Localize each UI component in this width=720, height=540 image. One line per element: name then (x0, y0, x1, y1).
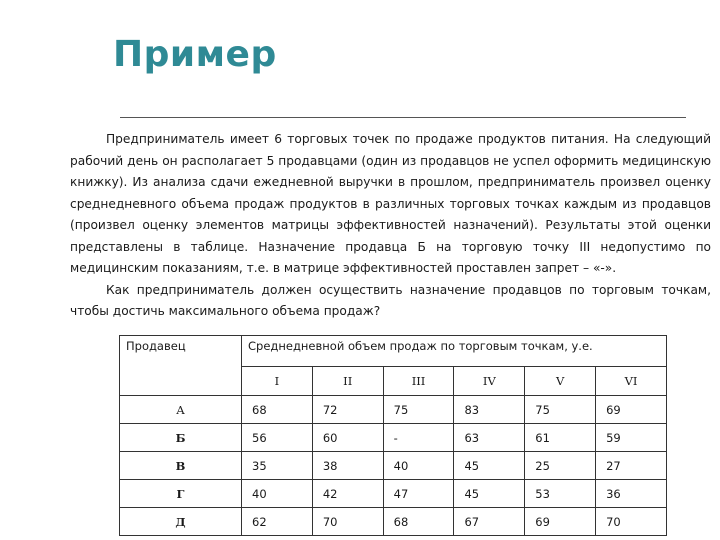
value-cell: 63 (454, 424, 525, 452)
value-cell: 53 (525, 480, 596, 508)
paragraph-problem: Предприниматель имеет 6 торговых точек по продаже продуктов питания. На следующий рабочий день он располагает 5 продавцами (один из продавцов не успел оформить медицинскую книжку). Из анализа сдачи ежедневной выручки в прошлом, предприниматель произвел оценку среднедневного объема продаж продуктов в различных торговых точках каждым из продавцов (произвел оценку элементов матрицы эффективностей назначений). Результаты этой оценки представлены в таблице. Назначение продавца Б на торговую точку III недопустимо по медицинским показаниям, т.е. в матрице эффективностей проставлен запрет – «-». (70, 132, 711, 275)
value-cell: 45 (454, 480, 525, 508)
value-cell: 67 (454, 508, 525, 536)
value-cell: 70 (312, 508, 383, 536)
value-cell: 59 (596, 424, 667, 452)
group-header: Среднедневной объем продаж по торговым точкам, у.е. (242, 336, 667, 367)
page-title: Пример (113, 34, 277, 75)
value-cell: 45 (454, 452, 525, 480)
value-cell: 75 (525, 396, 596, 424)
seller-column-header: Продавец (120, 336, 242, 396)
paragraph-question: Как предприниматель должен осуществить назначение продавцов по торговым точкам, чтобы достичь максимального объема продаж? (70, 282, 711, 318)
value-cell: 36 (596, 480, 667, 508)
value-cell: 47 (383, 480, 454, 508)
value-cell: 70 (596, 508, 667, 536)
column-header-ii: II (312, 367, 383, 396)
value-cell: 38 (312, 452, 383, 480)
value-cell: 69 (596, 396, 667, 424)
value-cell: 27 (596, 452, 667, 480)
table-row (120, 452, 667, 480)
seller-cell: Б (120, 424, 242, 452)
column-header-i: I (242, 367, 313, 396)
value-cell: 62 (242, 508, 313, 536)
value-cell: 68 (242, 396, 313, 424)
value-cell: 40 (242, 480, 313, 508)
value-cell: 69 (525, 508, 596, 536)
seller-cell: Г (120, 480, 242, 508)
column-header-v: V (525, 367, 596, 396)
sales-table (119, 335, 667, 536)
value-cell: 35 (242, 452, 313, 480)
value-cell: 61 (525, 424, 596, 452)
seller-cell: А (120, 396, 242, 424)
value-cell: 75 (383, 396, 454, 424)
table-row (120, 424, 667, 452)
value-cell: 72 (312, 396, 383, 424)
table-header-row (120, 336, 667, 367)
value-cell: 60 (312, 424, 383, 452)
value-cell: 25 (525, 452, 596, 480)
value-cell: 68 (383, 508, 454, 536)
value-cell: 42 (312, 480, 383, 508)
problem-statement (70, 129, 711, 323)
column-header-iv: IV (454, 367, 525, 396)
column-header-iii: III (383, 367, 454, 396)
value-cell: 83 (454, 396, 525, 424)
value-cell: 40 (383, 452, 454, 480)
seller-cell: В (120, 452, 242, 480)
table-row (120, 396, 667, 424)
title-divider (120, 117, 686, 118)
table-row (120, 508, 667, 536)
seller-cell: Д (120, 508, 242, 536)
value-cell: - (383, 424, 454, 452)
column-header-vi: VI (596, 367, 667, 396)
table-row (120, 480, 667, 508)
value-cell: 56 (242, 424, 313, 452)
